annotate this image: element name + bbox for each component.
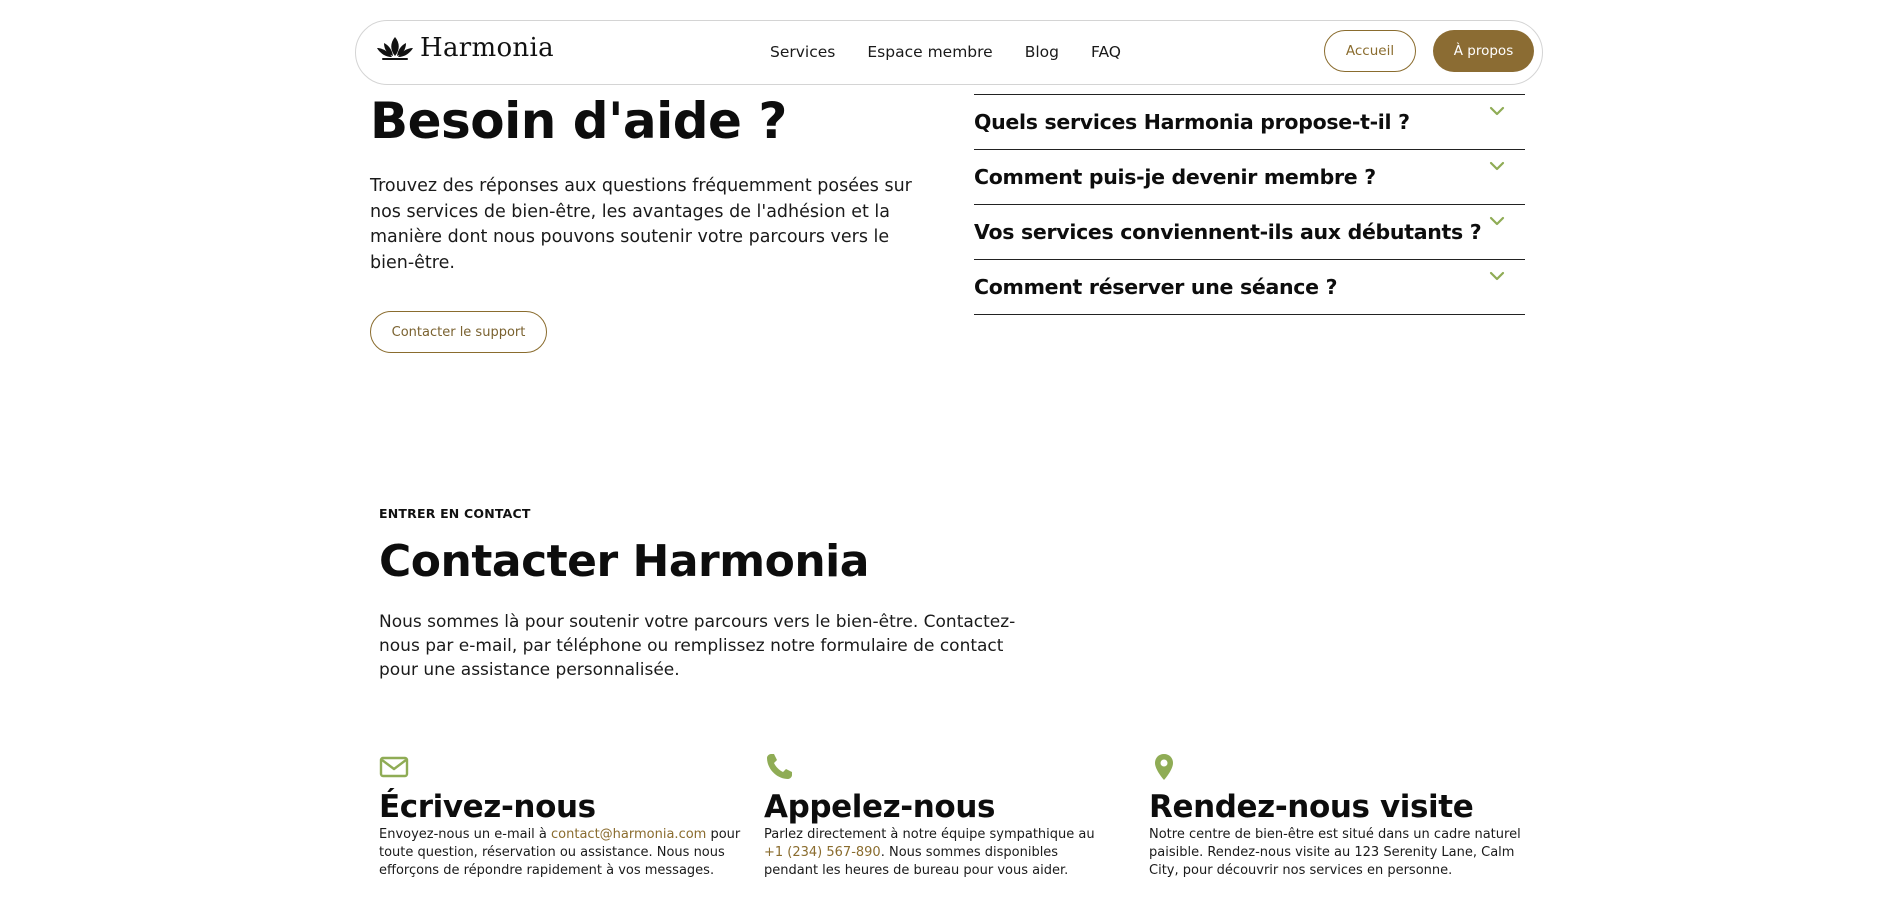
- logo[interactable]: [376, 33, 554, 63]
- map-pin-icon: [1149, 752, 1179, 782]
- faq-item[interactable]: [974, 205, 1525, 260]
- contact-card-email: [379, 752, 749, 880]
- card-text: Envoyez-nous un e-mail à contact@harmonia.com pour toute question, réservation ou assistance. Nous nous efforçons de répondre rapidement à vos messages.: [379, 827, 741, 878]
- envelope-icon: [379, 752, 409, 782]
- faq-question: Comment réserver une séance ?: [974, 275, 1338, 299]
- chevron-down-icon: [1489, 160, 1505, 172]
- hero-title: Besoin d'aide ?: [370, 92, 787, 150]
- contact-description: Nous sommes là pour soutenir votre parcours vers le bien-être. Contactez-nous par e-mail, par téléphone ou remplissez notre formulaire de contact pour une assistance personnalisée.: [379, 612, 1016, 680]
- chevron-down-icon: [1489, 270, 1505, 282]
- section-eyebrow: ENTRER EN CONTACT: [379, 506, 531, 521]
- contact-support-button[interactable]: Contacter le support: [370, 311, 547, 353]
- main-nav: [770, 43, 1153, 61]
- card-text: Parlez directement à notre équipe sympathique au +1 (234) 567-890. Nous sommes disponibles pendant les heures de bureau pour vous aider.: [764, 827, 1095, 878]
- card-title: Rendez-nous visite: [1149, 789, 1474, 825]
- email-link[interactable]: contact@harmonia.com: [551, 827, 707, 842]
- contact-title: Contacter Harmonia: [379, 536, 869, 587]
- faq-item[interactable]: [974, 260, 1525, 315]
- card-text: Notre centre de bien-être est situé dans un cadre naturel paisible. Rendez-nous visite au 123 Serenity Lane, Calm City, pour découvrir nos services en personne.: [1149, 827, 1521, 878]
- chevron-down-icon: [1489, 105, 1505, 117]
- phone-icon: [764, 752, 794, 782]
- faq-accordion: [974, 94, 1525, 315]
- chevron-down-icon: [1489, 215, 1505, 227]
- card-title: Appelez-nous: [764, 789, 996, 825]
- card-title: Écrivez-nous: [379, 789, 596, 825]
- phone-link[interactable]: +1 (234) 567-890: [764, 845, 881, 860]
- nav-link-services[interactable]: Services: [770, 43, 836, 61]
- faq-item[interactable]: [974, 150, 1525, 205]
- faq-question: Quels services Harmonia propose-t-il ?: [974, 110, 1410, 134]
- home-button[interactable]: Accueil: [1324, 30, 1416, 72]
- faq-question: Vos services conviennent-ils aux débutants ?: [974, 220, 1482, 244]
- logo-text: Harmonia: [420, 33, 554, 63]
- hero-description: Trouvez des réponses aux questions fréquemment posées sur nos services de bien-être, les avantages de l'adhésion et la manière dont nous pouvons soutenir votre parcours vers le bien-être.: [370, 176, 912, 273]
- lotus-icon: [376, 34, 414, 62]
- nav-link-faq[interactable]: FAQ: [1090, 43, 1122, 61]
- faq-item[interactable]: [974, 95, 1525, 150]
- about-button[interactable]: À propos: [1433, 30, 1534, 72]
- navbar: [355, 20, 1543, 85]
- nav-link-espace-membre[interactable]: Espace membre: [867, 43, 993, 61]
- faq-question: Comment puis-je devenir membre ?: [974, 165, 1376, 189]
- contact-card-visit: [1149, 752, 1524, 880]
- nav-link-blog[interactable]: Blog: [1024, 43, 1059, 61]
- contact-card-phone: [764, 752, 1112, 880]
